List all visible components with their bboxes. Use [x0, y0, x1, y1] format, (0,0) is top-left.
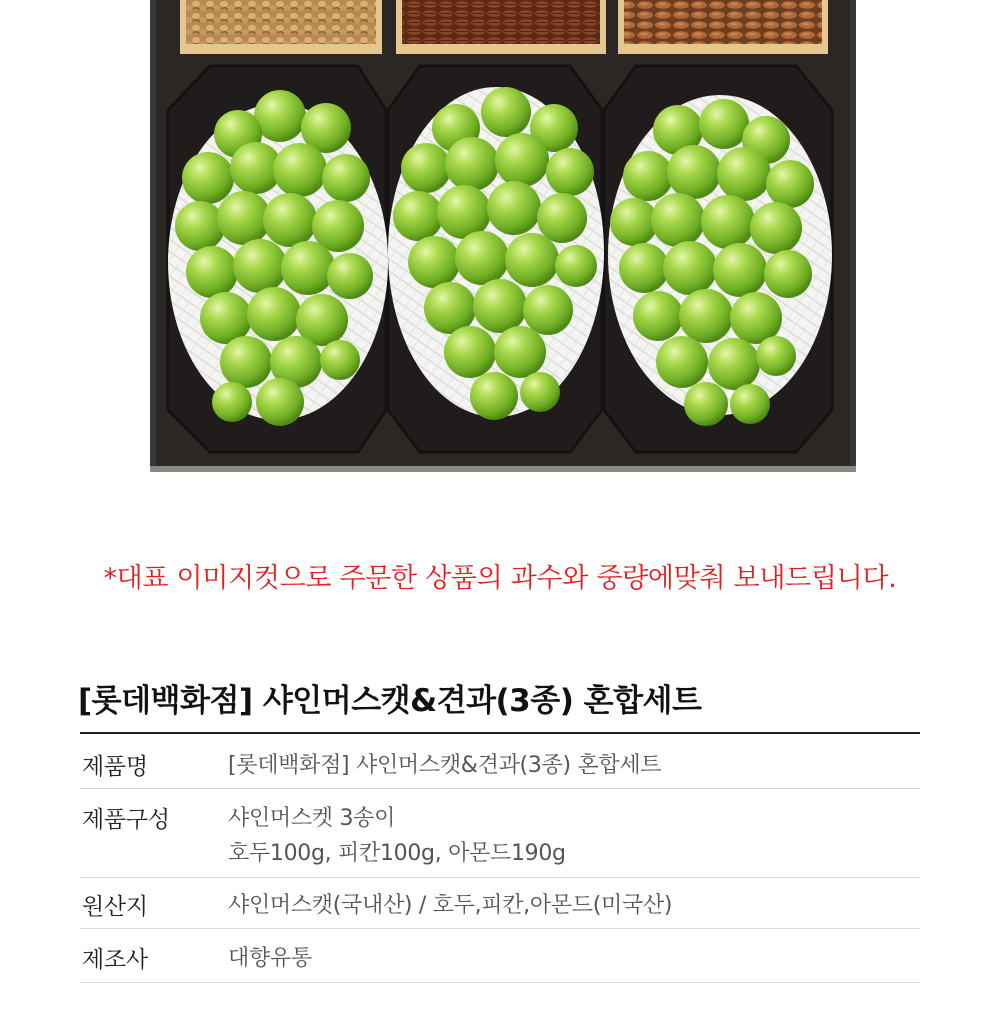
info-value [228, 734, 920, 779]
info-value-line: 샤인머스캣(국내산) / 호두,피칸,아몬드(미국산) [228, 893, 673, 918]
info-label: 제품명 [82, 754, 148, 780]
info-value-line: 샤인머스켓 3송이 [228, 806, 396, 831]
info-row-composition [80, 789, 920, 878]
info-value-line: [롯데백화점] 샤인머스캣&견과(3종) 혼합세트 [228, 753, 662, 778]
gift-box-illustration [150, 0, 856, 472]
pecan-tray [396, 0, 606, 54]
info-value [228, 878, 920, 919]
info-row-cropped [80, 983, 920, 1023]
info-value [228, 789, 920, 867]
info-row-product-name [80, 734, 920, 789]
info-value [228, 929, 920, 972]
product-info-table [80, 732, 920, 1023]
product-title: [롯데백화점] 샤인머스캣&견과(3종) 혼합세트 [78, 683, 702, 719]
info-row-manufacturer [80, 929, 920, 983]
walnut-tray [180, 0, 382, 54]
info-row-origin [80, 878, 920, 929]
product-photo [150, 0, 856, 472]
info-label: 제품구성 [82, 807, 170, 833]
info-value-line: 대향유통 [228, 946, 312, 971]
info-value-line: 호두100g, 피칸100g, 아몬드190g [228, 841, 566, 866]
almond-tray [618, 0, 828, 54]
image-notice: *대표 이미지컷으로 주문한 상품의 과수와 중량에맞춰 보내드립니다. [103, 563, 897, 594]
info-label: 원산지 [82, 894, 148, 920]
info-label: 제조사 [82, 947, 148, 973]
